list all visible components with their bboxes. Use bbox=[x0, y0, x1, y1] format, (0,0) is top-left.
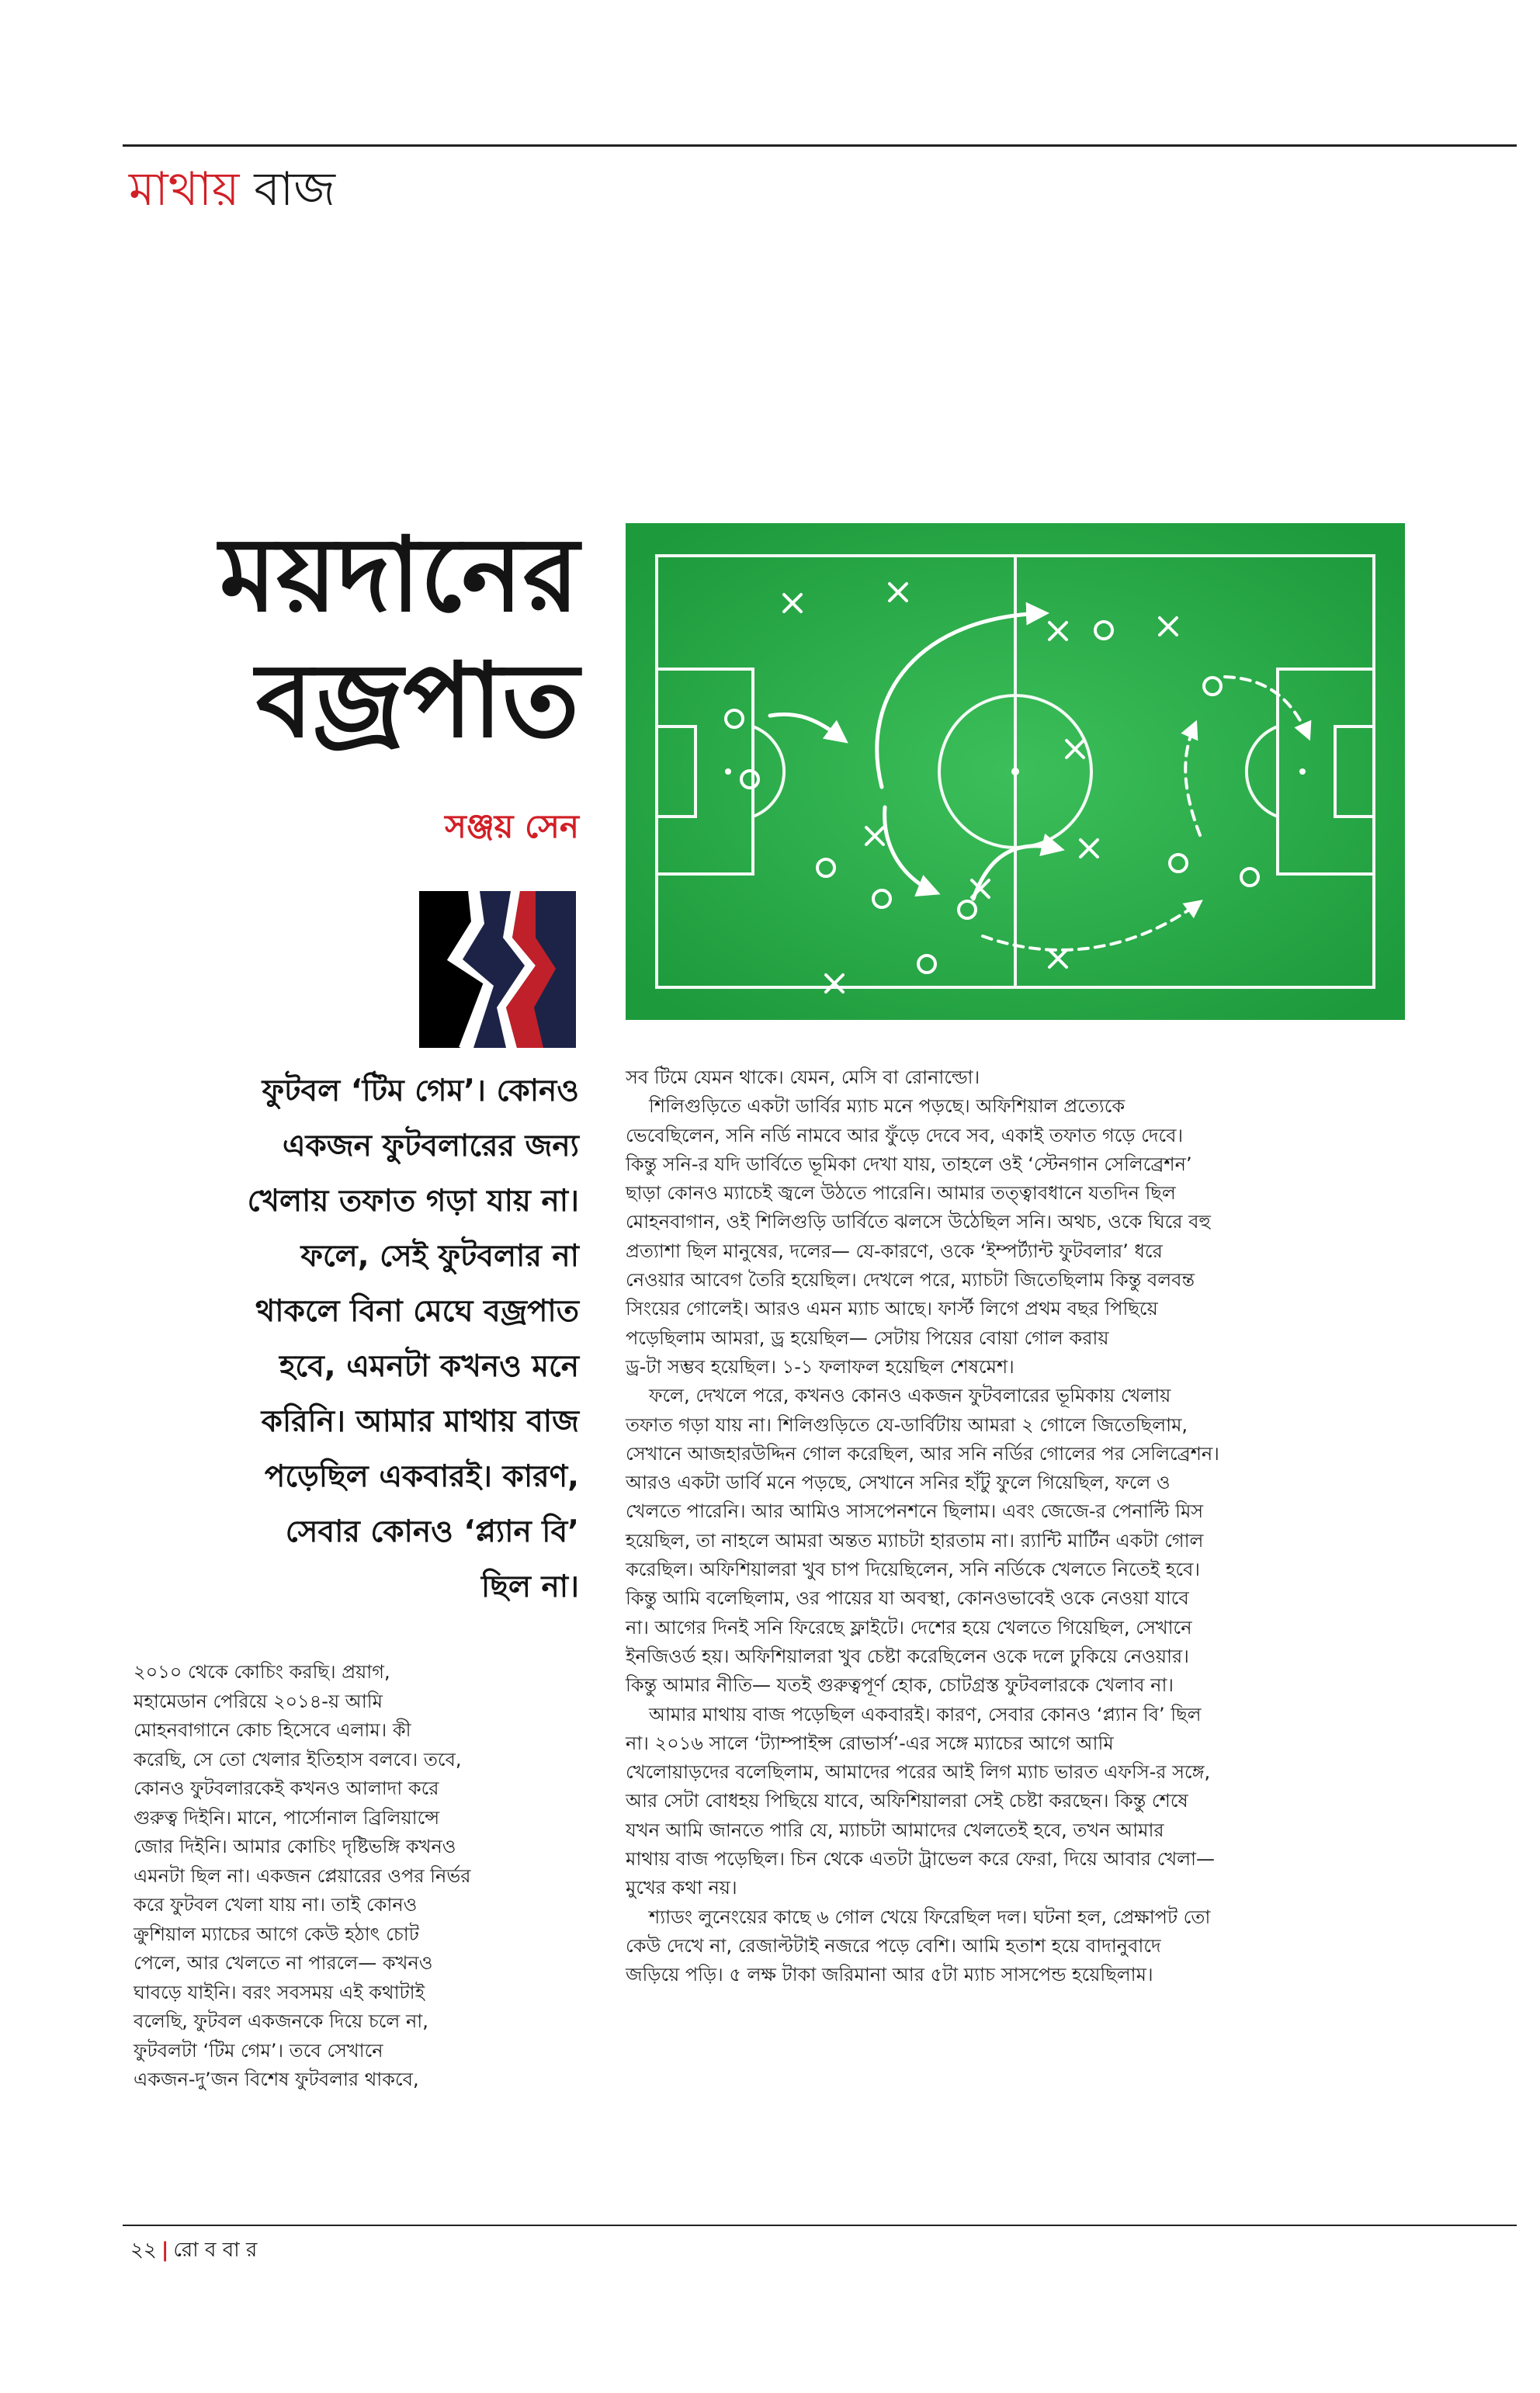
folio bbox=[130, 2237, 257, 2263]
body-line: কিন্তু আমার নীতি— যতই গুরুত্বপূর্ণ হোক, চোটগ্রস্ত ফুটবলারকে খেলাব না। bbox=[626, 1674, 1174, 1697]
body-line: শিলিগুড়িতে একটা ডার্বির ম্যাচ মনে পড়ছে। অফিশিয়াল প্রত্যেকে bbox=[649, 1095, 1126, 1118]
section-label-black: বাজ bbox=[254, 162, 335, 217]
pull-quote-line: পড়েছিল একবারই। কারণ, bbox=[264, 1459, 579, 1494]
body-line: ২০১০ থেকে কোচিং করছি। প্রয়াগ, bbox=[134, 1661, 390, 1683]
body-line: গুরুত্ব দিইনি। মানে, পার্সোনাল ব্রিলিয়ান্সে bbox=[134, 1806, 440, 1829]
pull-quote-line: থাকলে বিনা মেঘে বজ্রপাত bbox=[255, 1294, 579, 1329]
body-line: সব টিমে যেমন থাকে। যেমন, মেসি বা রোনাল্ডো। bbox=[626, 1066, 980, 1088]
body-line: একজন-দু’জন বিশেষ ফুটবলার থাকবে, bbox=[134, 2069, 419, 2090]
pull-quote-line: ছিল না। bbox=[481, 1569, 579, 1604]
body-line: তফাত গড়া যায় না। শিলিগুড়িতে যে-ডার্বিটায় আমরা ২ গোলে জিতেছিলাম, bbox=[626, 1413, 1188, 1436]
body-line: আমার মাথায় বাজ পড়েছিল একবারই। কারণ, সেবার কোনও ‘প্ল্যান বি’ ছিল bbox=[649, 1703, 1202, 1725]
body-line: ইনজিওর্ড হয়। অফিশিয়ালরা খুব চেষ্টা করেছিলেন ওকে দলে ঢুকিয়ে নেওয়ার। bbox=[626, 1645, 1189, 1667]
body-line: ফুটবলটা ‘টিম গেম’। তবে সেখানে bbox=[134, 2039, 383, 2062]
body-line: এমনটা ছিল না। একজন প্লেয়ারের ওপর নির্ভর bbox=[134, 1864, 471, 1887]
page-number: ২২ bbox=[130, 2239, 157, 2262]
pull-quote-line: হবে, এমনটা কখনও মনে bbox=[279, 1349, 579, 1384]
body-line: সেখানে আজহারউদ্দিন গোল করেছিল, আর সনি নর্ডির গোলের পর সেলিব্রেশন। bbox=[626, 1442, 1219, 1465]
body-line: মুখের কথা নয়। bbox=[626, 1877, 737, 1899]
body-line: হয়েছিল, তা নাহলে আমরা অন্তত ম্যাচটা হারতাম না। র‍্যান্টি মার্টিন একটা গোল bbox=[626, 1529, 1204, 1552]
body-line: যখন আমি জানতে পারি যে, ম্যাচটা আমাদের খেলতেই হবে, তখন আমার bbox=[626, 1819, 1164, 1841]
body-line: খেলোয়াড়দের বলেছিলাম, আমাদের পরের আই লিগ ম্যাচ ভারত এফসি-র সঙ্গে, bbox=[626, 1761, 1211, 1784]
body-line: শ্যাডং লুনেংয়ের কাছে ৬ গোল খেয়ে ফিরেছিল দল। ঘটনা হল, প্রেক্ষাপট তো bbox=[649, 1906, 1211, 1928]
body-line: মোহনবাগানে কোচ হিসেবে এলাম। কী bbox=[134, 1719, 411, 1741]
body-line: খেলতে পারেনি। আর আমিও সাসপেনশনে ছিলাম। এবং জেজে-র পেনাল্টি মিস bbox=[626, 1500, 1204, 1523]
body-line: ঘাবড়ে যাইনি। বরং সবসময় এই কথাটাই bbox=[134, 1981, 425, 2003]
pull-quote-line: একজন ফুটবলারের জন্য bbox=[282, 1129, 579, 1164]
body-line: করে ফুটবল খেলা যায় না। তাই কোনও bbox=[134, 1894, 418, 1916]
publication-name: রো ব বা র bbox=[173, 2239, 258, 2262]
body-column-left bbox=[134, 1658, 584, 2095]
body-line: প্রত্যাশা ছিল মানুষের, দলের— যে-কারণে, ওকে ‘ইম্পর্ট্যান্ট ফুটবলার’ ধরে bbox=[626, 1240, 1163, 1262]
bottom-rule bbox=[123, 2225, 1517, 2226]
body-line: মোহনবাগান, ওই শিলিগুড়ি ডার্বিতে ঝলসে উঠেছিল সনি। অথচ, ওকে ঘিরে বহু bbox=[626, 1211, 1211, 1233]
section-label bbox=[129, 158, 335, 220]
section-label-red: মাথায় bbox=[129, 162, 240, 217]
body-line: ফলে, দেখলে পরে, কখনও কোনও একজন ফুটবলারের ভূমিকায় খেলায় bbox=[649, 1385, 1171, 1407]
body-line: ড্র-টা সম্ভব হয়েছিল। ১-১ ফলাফল হয়েছিল শেষমেশ। bbox=[626, 1355, 1015, 1378]
body-line: বলেছি, ফুটবল একজনকে দিয়ে চলে না, bbox=[134, 2010, 428, 2032]
pull-quote bbox=[147, 1063, 579, 1614]
lightning-bolt-icon bbox=[419, 891, 576, 1048]
body-line: সিংয়ের গোলেই। আরও এমন ম্যাচ আছে। ফার্স্ট লিগে প্রথম বছর পিছিয়ে bbox=[626, 1298, 1158, 1320]
body-line: না। আগের দিনই সনি ফিরেছে ফ্লাইটে। দেশের হয়ে খেলতে গিয়েছিল, সেখানে bbox=[626, 1616, 1192, 1639]
body-line: কিন্তু আমি বলেছিলাম, ওর পায়ের যা অবস্থা, কোনওভাবেই ওকে নেওয়া যাবে bbox=[626, 1587, 1189, 1610]
body-line: পেলে, আর খেলতে না পারলে— কখনও bbox=[134, 1952, 433, 1974]
pull-quote-line: খেলায় তফাত গড়া যায় না। bbox=[247, 1184, 579, 1219]
folio-divider: | bbox=[161, 2239, 169, 2262]
pull-quote-line: করিনি। আমার মাথায় বাজ bbox=[261, 1404, 579, 1439]
body-line: ভেবেছিলেন, সনি নর্ডি নামবে আর ফুঁড়ে দেবে সব, একাই তফাত গড়ে দেবে। bbox=[626, 1124, 1184, 1146]
body-line: জড়িয়ে পড়ি। ৫ লক্ষ টাকা জরিমানা আর ৫টা ম্যাচ সাসপেন্ড হয়েছিলাম। bbox=[626, 1964, 1153, 1986]
headline-line-2: বজ্রপাত bbox=[255, 641, 579, 761]
body-line: মহামেডান পেরিয়ে ২০১৪-য় আমি bbox=[134, 1690, 383, 1712]
body-line: করেছিল। অফিশিয়ালরা খুব চাপ দিয়েছিলেন, সনি নর্ডিকে খেলতে নিতেই হবে। bbox=[626, 1559, 1200, 1581]
pull-quote-line: ফুটবল ‘টিম গেম’। কোনও bbox=[262, 1073, 579, 1108]
headline-line-1: ময়দানের bbox=[219, 515, 579, 635]
body-line: ক্রুশিয়াল ম্যাচের আগে কেউ হঠাৎ চোট bbox=[134, 1923, 419, 1945]
byline: সঞ্জয় সেন bbox=[445, 807, 579, 845]
body-line: জোর দিইনি। আমার কোচিং দৃষ্টিভঙ্গি কখনও bbox=[134, 1836, 456, 1857]
body-line: কিন্তু সনি-র যদি ডার্বিতে ভূমিকা দেখা যায়, তাহলে ওই ‘স্টেনগান সেলিব্রেশন’ bbox=[626, 1153, 1192, 1175]
body-line: না। ২০১৬ সালে ‘ট্যাম্পাইন্স রোভার্স’-এর সঙ্গে ম্যাচের আগে আমি bbox=[626, 1732, 1114, 1754]
body-line: আরও একটা ডার্বি মনে পড়ছে, সেখানে সনির হাঁটু ফুলে গিয়েছিল, ফলে ও bbox=[626, 1472, 1171, 1494]
football-tactics-board-icon bbox=[626, 523, 1405, 1020]
body-column-right bbox=[626, 1063, 1410, 1990]
body-line: পড়েছিলাম আমরা, ড্র হয়েছিল— সেটায় পিয়ের বোয়া গোল করায় bbox=[626, 1327, 1109, 1349]
body-line: করেছি, সে তো খেলার ইতিহাস বলবে। তবে, bbox=[134, 1748, 462, 1770]
body-line: ছাড়া কোনও ম্যাচেই জ্বলে উঠতে পারেনি। আমার তত্ত্বাবধানে যতদিন ছিল bbox=[626, 1182, 1176, 1205]
pull-quote-line: সেবার কোনও ‘প্ল্যান বি’ bbox=[285, 1514, 579, 1549]
body-line: নেওয়ার আবেগ তৈরি হয়েছিল। দেখলে পরে, ম্যাচটা জিতেছিলাম কিন্তু বলবন্ত bbox=[626, 1269, 1195, 1292]
top-rule bbox=[123, 144, 1517, 147]
pull-quote-line: ফলে, সেই ফুটবলার না bbox=[300, 1239, 579, 1274]
headline bbox=[132, 512, 579, 764]
body-line: মাথায় বাজ পড়েছিল। চিন থেকে এতটা ট্রাভেল করে ফেরা, দিয়ে আবার খেলা— bbox=[626, 1848, 1215, 1871]
body-line: কেউ দেখে না, রেজাল্টটাই নজরে পড়ে বেশি। আমি হতাশ হয়ে বাদানুবাদে bbox=[626, 1934, 1161, 1957]
body-line: আর সেটা বোধহয় পিছিয়ে যাবে, অফিশিয়ালরা সেই চেষ্টা করছেন। কিন্তু শেষে bbox=[626, 1790, 1188, 1812]
body-line: কোনও ফুটবলারকেই কখনও আলাদা করে bbox=[134, 1777, 439, 1799]
